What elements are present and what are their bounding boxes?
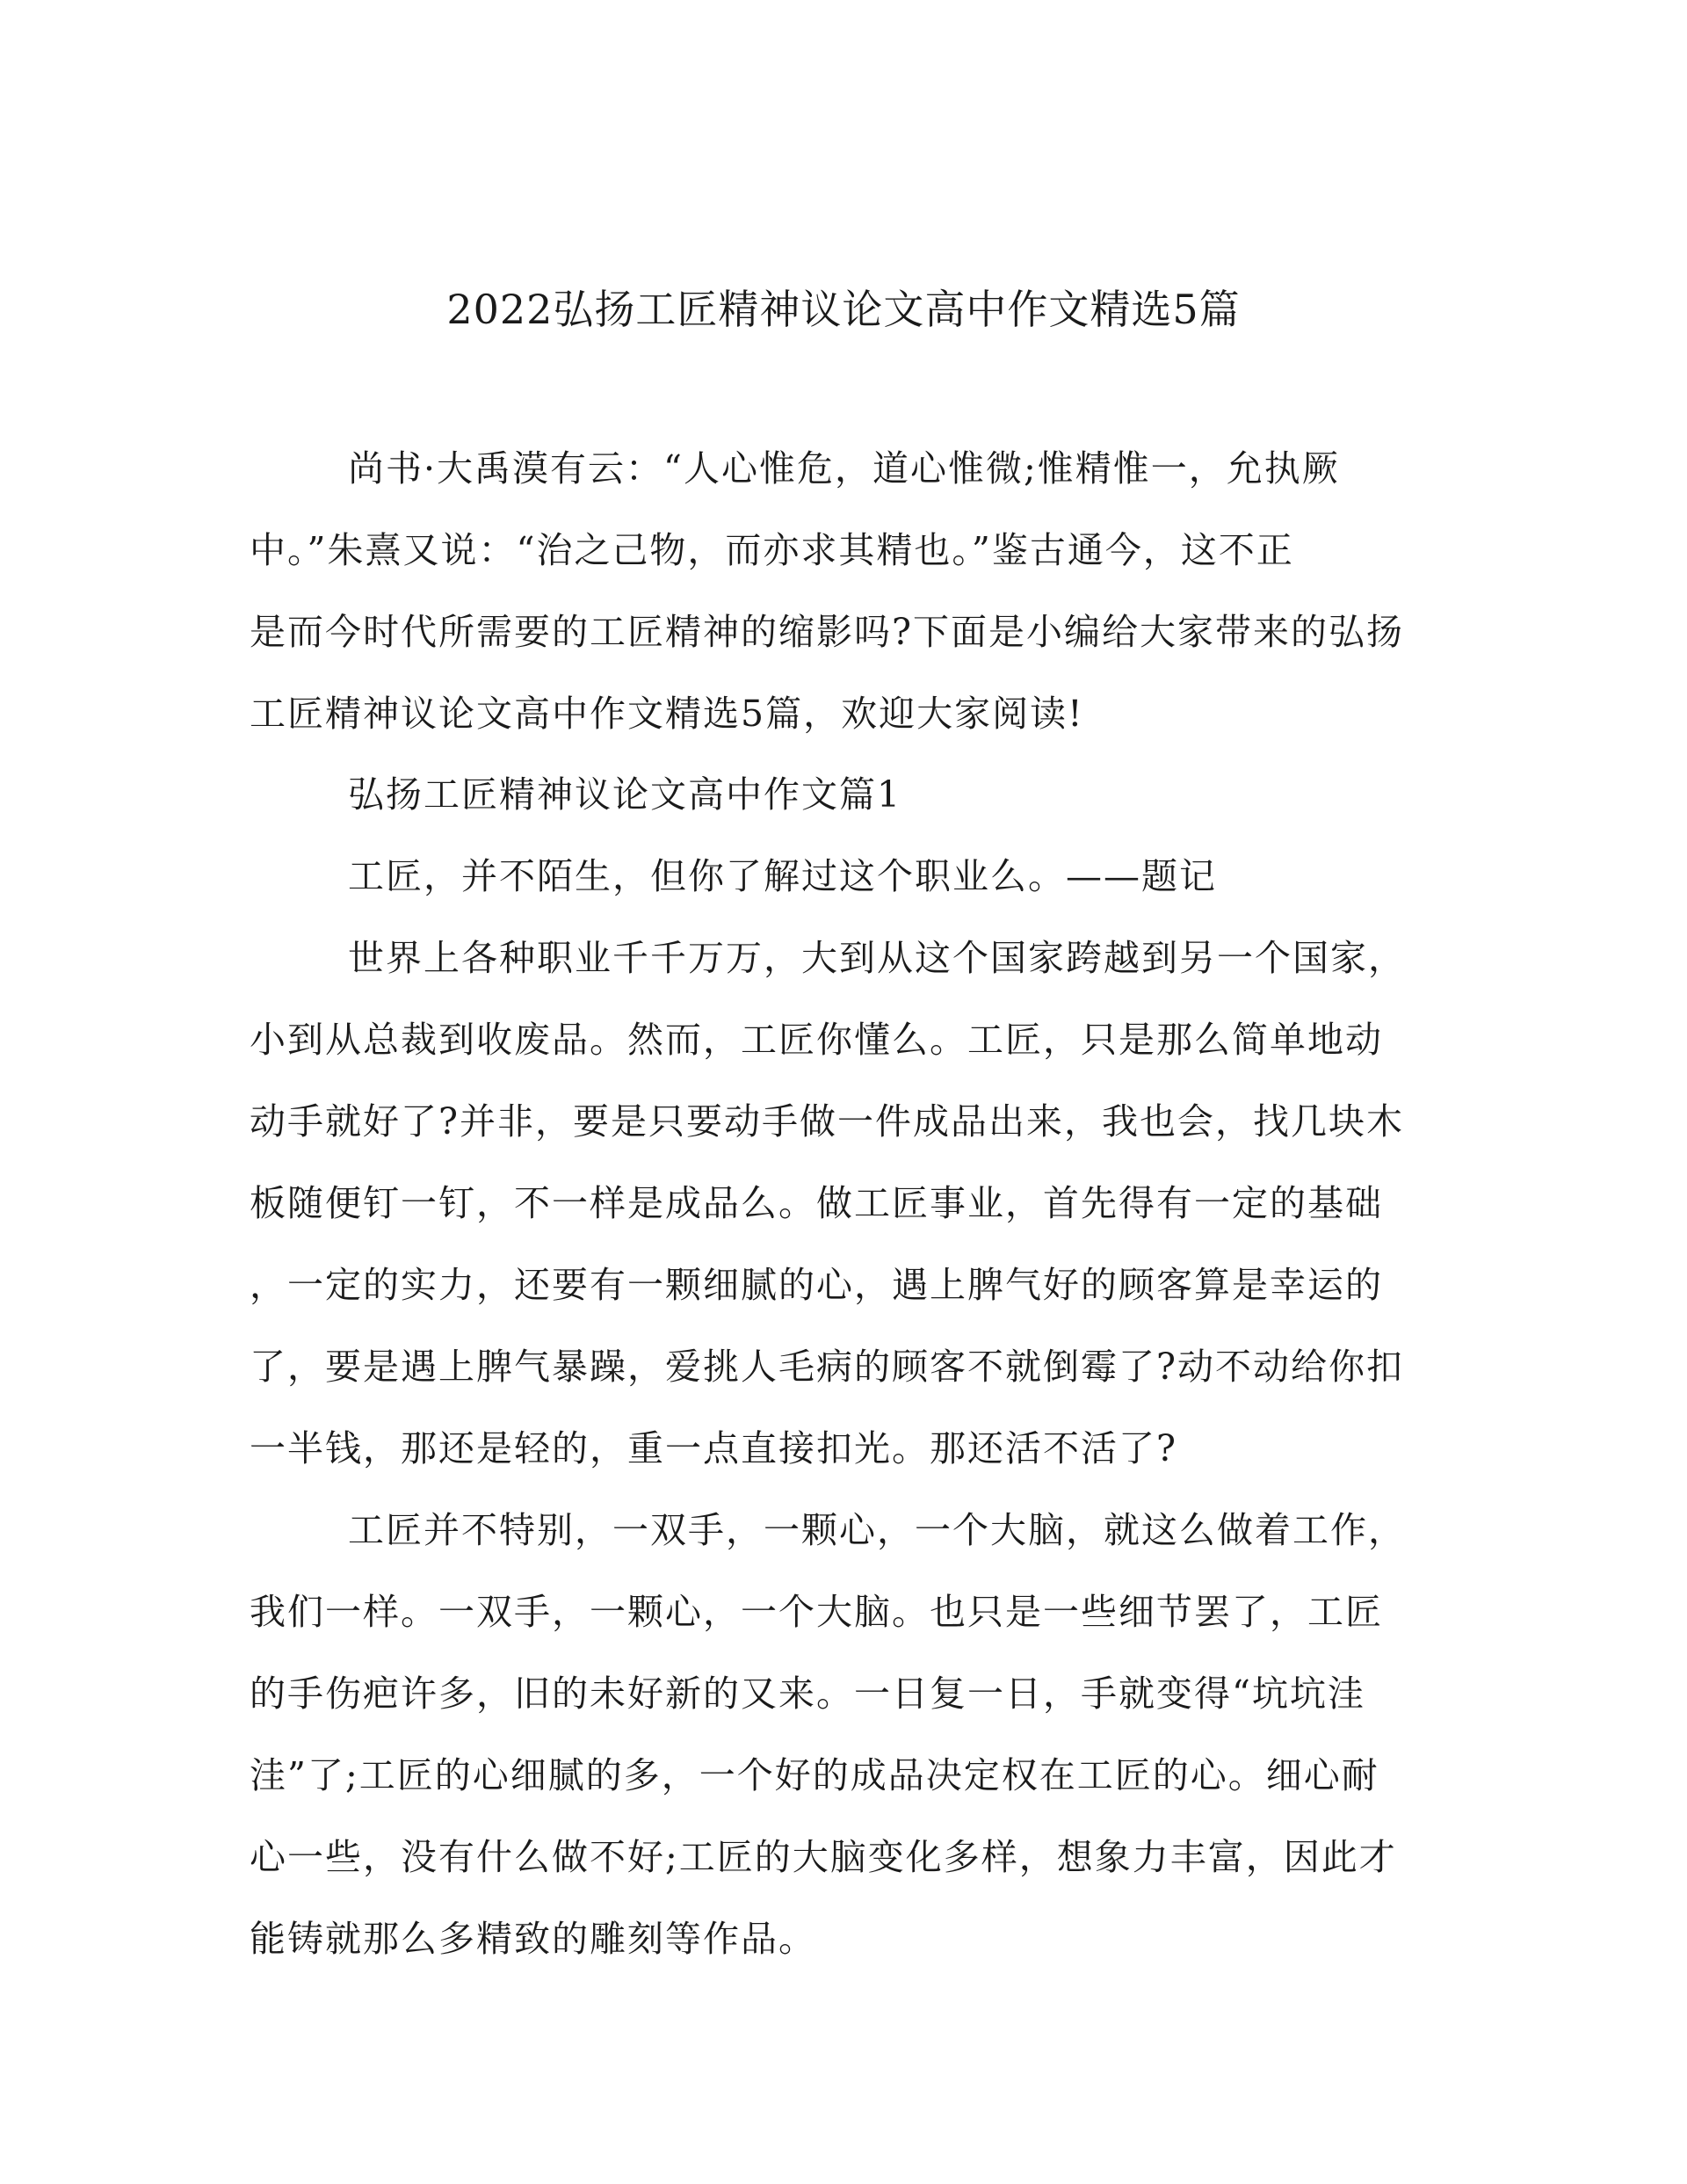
paragraph-line: 世界上各种职业千千万万，大到从这个国家跨越到另一个国家， <box>348 937 1406 979</box>
epigraph-line: 工匠，并不陌生，但你了解过这个职业么。——题记 <box>348 855 1217 897</box>
paragraph-line: 一半钱，那还是轻的，重一点直接扣光。那还活不活了? <box>250 1427 1177 1469</box>
paragraph-line: 我们一样。一双手，一颗心，一个大脑。也只是一些细节罢了，工匠 <box>250 1591 1383 1633</box>
paragraph-line: ，一定的实力，还要有一颗细腻的心，遇上脾气好的顾客算是幸运的 <box>250 1264 1383 1306</box>
paragraph-line: 洼”了;工匠的心细腻的多，一个好的成品决定权在工匠的心。细心耐 <box>250 1754 1379 1796</box>
paragraph-line: 动手就好了?并非，要是只要动手做一件成品出来，我也会，找几块木 <box>250 1100 1404 1143</box>
document-title: 2022弘扬工匠精神议论文高中作文精选5篇 <box>446 286 1241 333</box>
paragraph-line: 中。”朱熹又说：“治之己物，而亦求其精也。”鉴古通今，这不正 <box>250 529 1294 571</box>
paragraph-line: 工匠并不特别，一双手，一颗心，一个大脑，就这么做着工作， <box>348 1509 1406 1551</box>
paragraph-line: 板随便钉一钉，不一样是成品么。做工匠事业，首先得有一定的基础 <box>250 1182 1383 1224</box>
paragraph-line: 工匠精神议论文高中作文精选5篇，欢迎大家阅读! <box>250 693 1084 735</box>
paragraph-line: 了，要是遇上脾气暴躁，爱挑人毛病的顾客不就倒霉了?动不动给你扣 <box>250 1346 1404 1388</box>
paragraph-line: 心一些，没有什么做不好;工匠的大脑变化多样，想象力丰富，因此才 <box>250 1836 1397 1878</box>
section-heading: 弘扬工匠精神议论文高中作文篇1 <box>348 773 902 816</box>
paragraph-line: 小到从总裁到收废品。然而，工匠你懂么。工匠，只是那么简单地动 <box>250 1019 1383 1061</box>
paragraph-line: 是而今时代所需要的工匠精神的缩影吗?下面是小编给大家带来的弘扬 <box>250 611 1404 653</box>
paragraph-line: 尚书·大禹漠有云：“人心惟危，道心惟微;惟精惟一，允执厥 <box>348 447 1340 490</box>
paragraph-line: 能铸就那么多精致的雕刻等作品。 <box>250 1918 816 1960</box>
paragraph-line: 的手伤疤许多，旧的未好新的又来。一日复一日，手就变得“坑坑洼 <box>250 1672 1365 1715</box>
